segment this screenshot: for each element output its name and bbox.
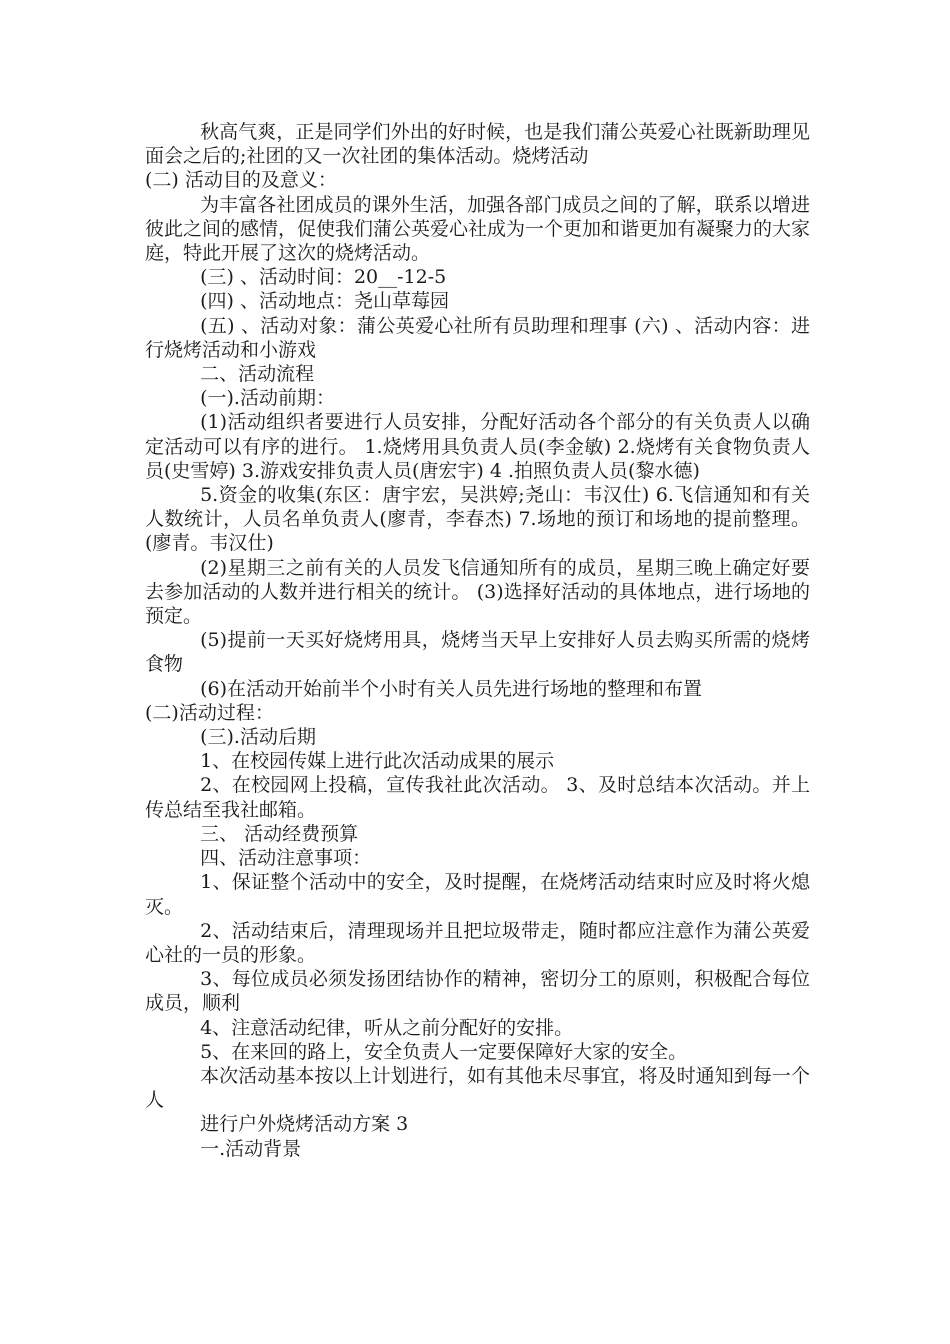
heading-purpose: (二) 活动目的及意义： bbox=[145, 169, 337, 192]
paragraph-staffing: (1)活动组织者要进行人员安排，分配好活动各个部分的有关负责人以确定活动可以有序的进行。 1.烧烤用具负责人员(李金敏) 2.烧烤有关食物负责人员(史雪婷) 3.游戏安排负责人员(唐宏宇) 4 .拍照负责人员(黎水德) bbox=[145, 411, 810, 482]
paragraph-note-5: 5、在来回的路上，安全负责人一定要保障好大家的安全。 bbox=[200, 1040, 688, 1063]
paragraph-time: (三) 、活动时间：20__-12-5 bbox=[200, 266, 447, 289]
heading-pre-activity: (一).活动前期： bbox=[200, 387, 335, 410]
section-title-plan-3: 进行户外烧烤活动方案 3 bbox=[200, 1113, 409, 1136]
paragraph-purchase: (5)提前一天买好烧烤用具，烧烤当天早上安排好人员去购买所需的烧烤食物 bbox=[145, 629, 810, 676]
heading-during-activity: (二)活动过程： bbox=[145, 701, 274, 724]
paragraph-intro: 秋高气爽，正是同学们外出的好时候，也是我们蒲公英爱心社既新助理见面会之后的;社团的又一次社团的集体活动。烧烤活动 bbox=[145, 121, 810, 168]
paragraph-showcase: 1、在校园传媒上进行此次活动成果的展示 bbox=[200, 750, 555, 773]
heading-post-activity: (三).活动后期 bbox=[200, 726, 316, 749]
paragraph-setup: (6)在活动开始前半个小时有关人员先进行场地的整理和布置 bbox=[200, 677, 703, 700]
paragraph-notification: (2)星期三之前有关的人员发飞信通知所有的成员，星期三晚上确定好要去参加活动的人数并进行相关的统计。 (3)选择好活动的具体地点，进行场地的预定。 bbox=[145, 556, 810, 628]
paragraph-note-3: 3、每位成员必须发扬团结协作的精神，密切分工的原则，积极配合每位成员，顺利 bbox=[145, 968, 810, 1015]
document-page bbox=[145, 120, 810, 1161]
paragraph-note-4: 4、注意活动纪律，听从之前分配好的安排。 bbox=[200, 1016, 574, 1039]
paragraph-note-1: 1、保证整个活动中的安全，及时提醒，在烧烤活动结束时应及时将火熄灭。 bbox=[145, 871, 810, 918]
paragraph-location: (四) 、活动地点：尧山草莓园 bbox=[200, 290, 449, 313]
paragraph-note-2: 2、活动结束后，清理现场并且把垃圾带走，随时都应注意作为蒲公英爱心社的一员的形象。 bbox=[145, 919, 810, 966]
paragraph-publicity: 2、在校园网上投稿，宣传我社此次活动。 3、及时总结本次活动。并上传总结至我社邮箱。 bbox=[145, 774, 810, 821]
paragraph-target: (五) 、活动对象：蒲公英爱心社所有员助理和理事 (六) 、活动内容：进行烧烤活动和小游戏 bbox=[145, 314, 810, 361]
paragraph-closing: 本次活动基本按以上计划进行，如有其他未尽事宜，将及时通知到每一个人 bbox=[145, 1064, 810, 1112]
heading-notes: 四、活动注意事项： bbox=[200, 847, 372, 870]
heading-background: 一.活动背景 bbox=[200, 1137, 302, 1160]
paragraph-funding: 5.资金的收集(东区：唐宇宏，吴洪婷;尧山：韦汉仕) 6.飞信通知和有关人数统计，人员名单负责人(廖青，李春杰) 7.场地的预订和场地的提前整理。(廖青。韦汉仕) bbox=[145, 484, 810, 555]
heading-budget: 三、 活动经费预算 bbox=[200, 822, 359, 845]
heading-process: 二、活动流程 bbox=[200, 363, 315, 386]
paragraph-purpose: 为丰富各社团成员的课外生活，加强各部门成员之间的了解，联系以增进彼此之间的感情，促使我们蒲公英爱心社成为一个更加和谐更加有凝聚力的大家庭，特此开展了这次的烧烤活动。 bbox=[145, 193, 811, 265]
